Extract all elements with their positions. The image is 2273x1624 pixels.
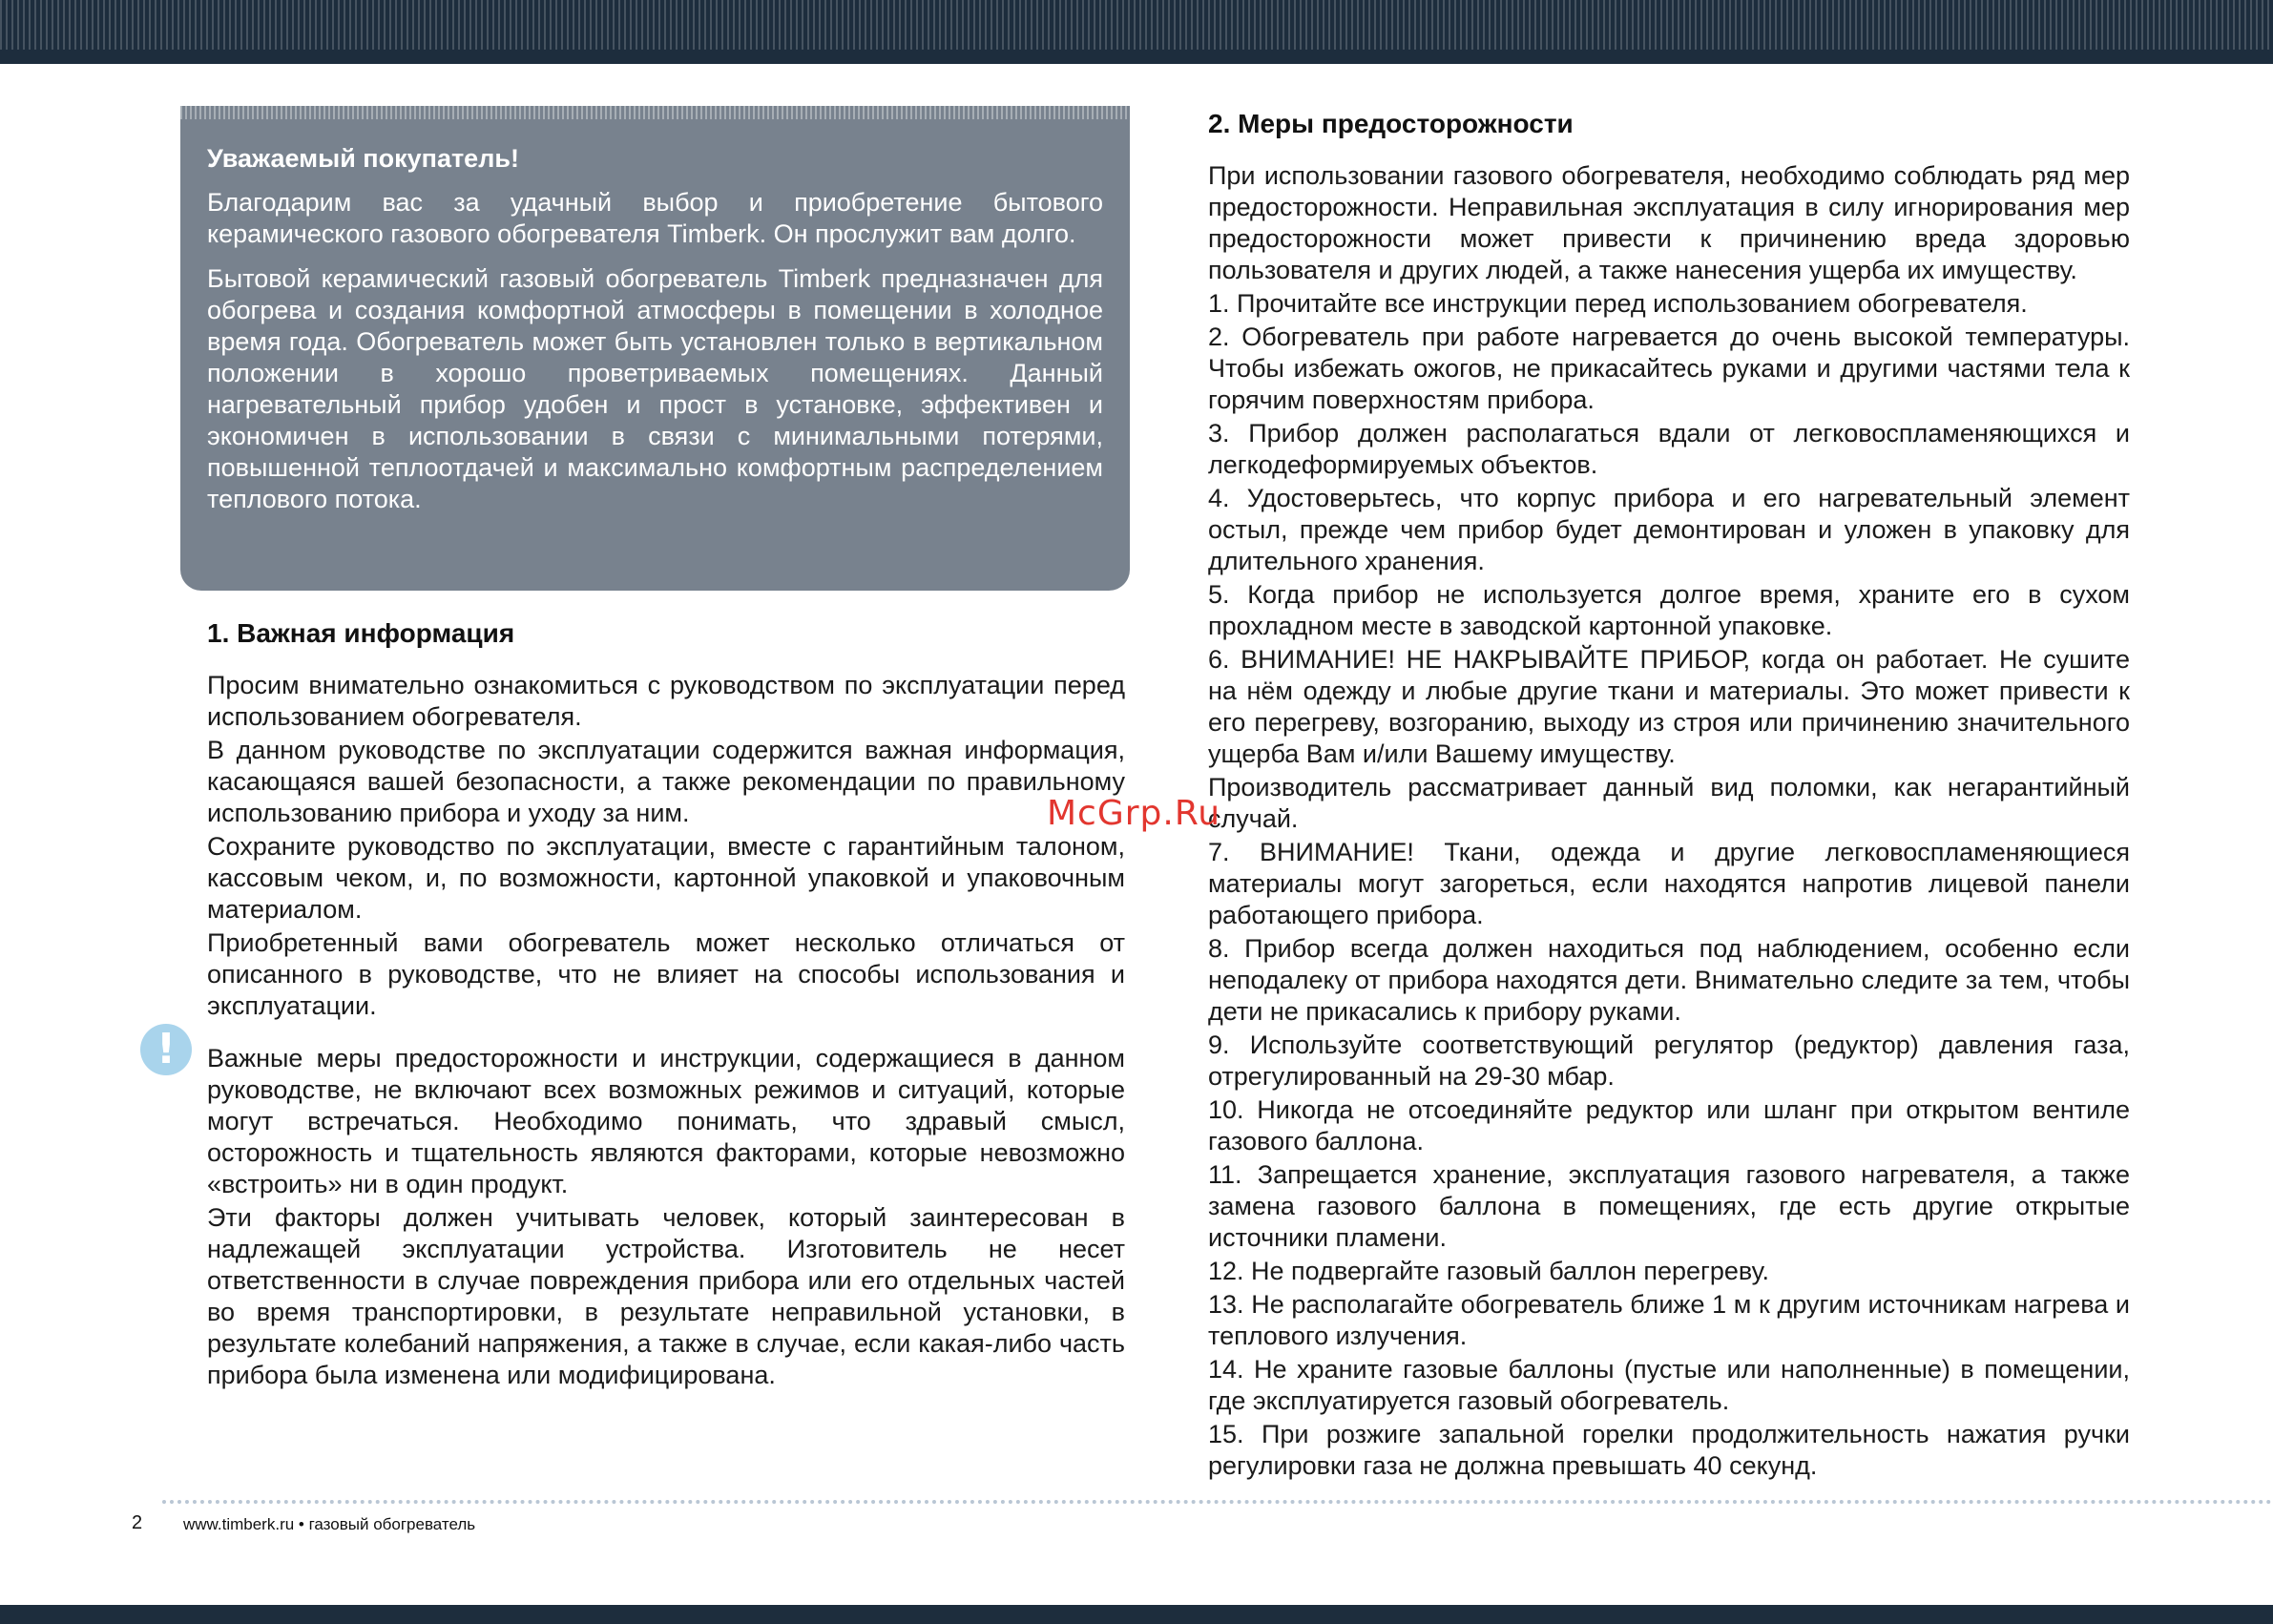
page-number: 2 [132, 1512, 143, 1533]
list-item: 2. Обогреватель при работе нагревается до очень высокой температуры. Чтобы избежать ожогов, не прикасайтесь руками и другими частями тела к горячим поверхностям прибора. [1208, 323, 2130, 414]
section-title: 1. Важная информация [207, 618, 515, 648]
list-item: 6. ВНИМАНИЕ! НЕ НАКРЫВАЙТЕ ПРИБОР, когда он работает. Не сушите на нём одежду и любые другие ткани и материалы. Это может привести к его перегреву, возгоранию, выходу из строя или причинению значительного ущерба Вам и/или Вашему имуществу. [1208, 645, 2130, 768]
warning-paragraph: Эти факторы должен учитывать человек, который заинтересован в надлежащей эксплуатации устройства. Изготовитель не несет ответственности в случае повреждения прибора или его отдельных частей во время транспортировки, в результате неправильной установки, в результате колебаний напряжения, а также в случае, если какая-либо часть прибора была изменена или модифицирована. [207, 1203, 1125, 1389]
list-item: 7. ВНИМАНИЕ! Ткани, одежда и другие легковоспламеняющиеся материалы могут загореться, если находятся напротив лицевой панели работающего прибора. [1208, 838, 2130, 929]
warning-paragraph: Важные меры предосторожности и инструкции, содержащиеся в данном руководстве, не включают всех возможных режимов и ситуаций, которые могут встречаться. Необходимо понимать, что здравый смысл, осторожность и тщательность являются факторами, которые невозможно «встроить» ни в один продукт. [207, 1044, 1125, 1198]
footer-dotted-divider [162, 1500, 2273, 1504]
greeting-paragraph: Бытовой керамический газовый обогреватель Timberk предназначен для обогрева и создания комфортной атмосферы в помещении в холодное время года. Обогреватель может быть установлен только в вертикальном положении в хорошо проветриваемых помещениях. Данный нагревательный прибор удобен и прост в установке, эффективен и экономичен в использовании в связи с минимальными потерями, повышенной теплоотдачей и максимально комфортным распределением теплового потока. [207, 264, 1103, 513]
header-stripe-bar [0, 0, 2273, 64]
list-item: 8. Прибор всегда должен находиться под наблюдением, особенно если неподалеку от прибора находятся дети. Внимательно следите за тем, чтобы дети не прикасались к прибору руками. [1208, 934, 2130, 1026]
list-item: 11. Запрещается хранение, эксплуатация газового нагревателя, а также замена газового баллона в помещениях, где есть другие открытые источники пламени. [1208, 1160, 2130, 1252]
list-item: Производитель рассматривает данный вид поломки, как негарантийный случай. [1208, 773, 2130, 833]
exclamation-icon: ! [140, 1024, 192, 1075]
list-item: 4. Удостоверьтесь, что корпус прибора и его нагревательный элемент остыл, прежде чем прибор будет демонтирован и уложен в упаковку для длительного хранения. [1208, 484, 2130, 575]
section-important-info [207, 618, 1125, 1393]
paragraph: В данном руководстве по эксплуатации содержится важная информация, касающаяся вашей безопасности, а также рекомендации по правильному использованию прибора и уходу за ним. [207, 736, 1125, 827]
list-item: 14. Не храните газовые баллоны (пустые или наполненные) в помещении, где эксплуатируется газовый обогреватель. [1208, 1355, 2130, 1415]
list-item: 5. Когда прибор не используется долгое время, храните его в сухом прохладном месте в заводской картонной упаковке. [1208, 580, 2130, 640]
list-item: 1. Прочитайте все инструкции перед использованием обогревателя. [1208, 289, 2028, 318]
list-item: 3. Прибор должен располагаться вдали от легковоспламеняющихся и легкодеформируемых объектов. [1208, 419, 2130, 479]
paragraph: Приобретенный вами обогреватель может несколько отличаться от описанного в руководстве, что не влияет на способы использования и эксплуатации. [207, 928, 1125, 1020]
greeting-box [180, 106, 1130, 591]
footer-text: www.timberk.ru • газовый обогреватель [183, 1515, 476, 1533]
list-item: 15. При розжиге запальной горелки продолжительность нажатия ручки регулировки газа не должна превышать 40 секунд. [1208, 1420, 2130, 1480]
paragraph: Сохраните руководство по эксплуатации, вместе с гарантийным талоном, кассовым чеком, и, по возможности, картонной упаковкой и упаковочным материалом. [207, 832, 1125, 924]
section-precautions [1208, 109, 2130, 1484]
paragraph: При использовании газового обогревателя, необходимо соблюдать ряд мер предосторожности. Неправильная эксплуатация в силу игнорирования мер предосторожности может привести к причинению вреда здоровью пользователя и других людей, а также нанесения ущерба их имуществу. [1208, 161, 2130, 284]
list-item: 10. Никогда не отсоединяйте редуктор или шланг при открытом вентиле газового баллона. [1208, 1095, 2130, 1156]
greeting-paragraph: Благодарим вас за удачный выбор и приобретение бытового керамического газового обогревателя Timberk. Он прослужит вам долго. [207, 188, 1103, 248]
list-item: 13. Не располагайте обогреватель ближе 1 м к другим источникам нагрева и теплового излучения. [1208, 1290, 2130, 1350]
list-item: 12. Не подвергайте газовый баллон перегреву. [1208, 1257, 1769, 1285]
section-title: 2. Меры предосторожности [1208, 109, 1574, 138]
paragraph: Просим внимательно ознакомиться с руководством по эксплуатации перед использованием обогревателя. [207, 671, 1125, 731]
footer-bar [0, 1605, 2273, 1624]
greeting-title: Уважаемый покупатель! [207, 144, 519, 173]
list-item: 9. Используйте соответствующий регулятор (редуктор) давления газа, отрегулированный на 29-30 мбар. [1208, 1031, 2130, 1091]
watermark: McGrp.Ru [1047, 794, 1221, 833]
